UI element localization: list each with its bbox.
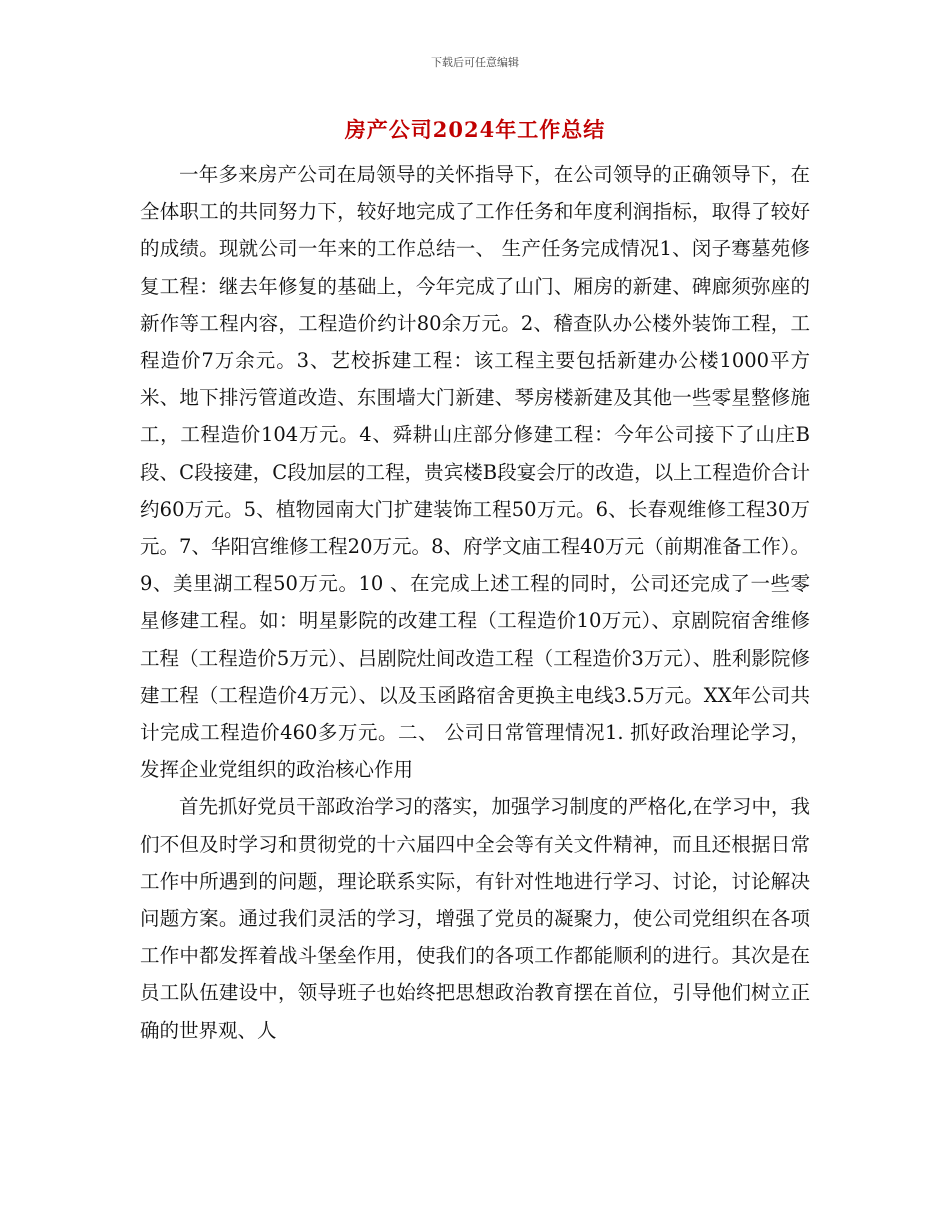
header-note: 下载后可任意编辑 — [431, 56, 519, 69]
document-body — [140, 156, 810, 1049]
paragraph-2: 首先抓好党员干部政治学习的落实，加强学习制度的严格化,在学习中，我们不但及时学习和贯彻党的十六届四中全会等有关文件精神，而且还根据日常工作中所遇到的问题，理论联系实际，有针对性地进行学习、讨论，讨论解决问题方案。通过我们灵活的学习，增强了党员的凝聚力，使公司党组织在各项工作中都发挥着战斗堡垒作用，使我们的各项工作都能顺利的进行。其次是在员工队伍建设中，领导班子也始终把思想政治教育摆在首位，引导他们树立正确的世界观、人 — [140, 795, 810, 1042]
paragraph-1: 一年多来房产公司在局领导的关怀指导下，在公司领导的正确领导下，在全体职工的共同努力下，较好地完成了工作任务和年度利润指标，取得了较好的成绩。现就公司一年来的工作总结一、 生产任务完成情况1、闵子骞墓苑修复工程：继去年修复的基础上，今年完成了山门、厢房的新建、碑廊须弥座的新作等工程内容，工程造价约计80余万元。2、稽查队办公楼外装饰工程，工程造价7万余元。3、艺校拆建工程：该工程主要包括新建办公楼1000平方米、地下排污管道改造、东围墙大门新建、琴房楼新建及其他一些零星整修施工，工程造价104万元。4、舜耕山庄部分修建工程：今年公司接下了山庄B段、C段接建，C段加层的工程，贵宾楼B段宴会厅的改造，以上工程造价合计约60万元。5、植物园南大门扩建装饰工程50万元。6、长春观维修工程30万元。7、华阳宫维修工程20万元。8、府学文庙工程40万元（前期准备工作）。9、美里湖工程50万元。10 、在完成上述工程的同时，公司还完成了一些零星修建工程。如：明星影院的改建工程（工程造价10万元）、京剧院宿舍维修工程（工程造价5万元）、吕剧院灶间改造工程（工程造价3万元）、胜利影院修建工程（工程造价4万元）、以及玉函路宿舍更换主电线3.5万元。XX年公司共计完成工程造价460多万元。二、 公司日常管理情况1. 抓好政治理论学习，发挥企业党组织的政治核心作用 — [140, 163, 810, 782]
document-title: 房产公司2024年工作总结 — [344, 117, 606, 142]
